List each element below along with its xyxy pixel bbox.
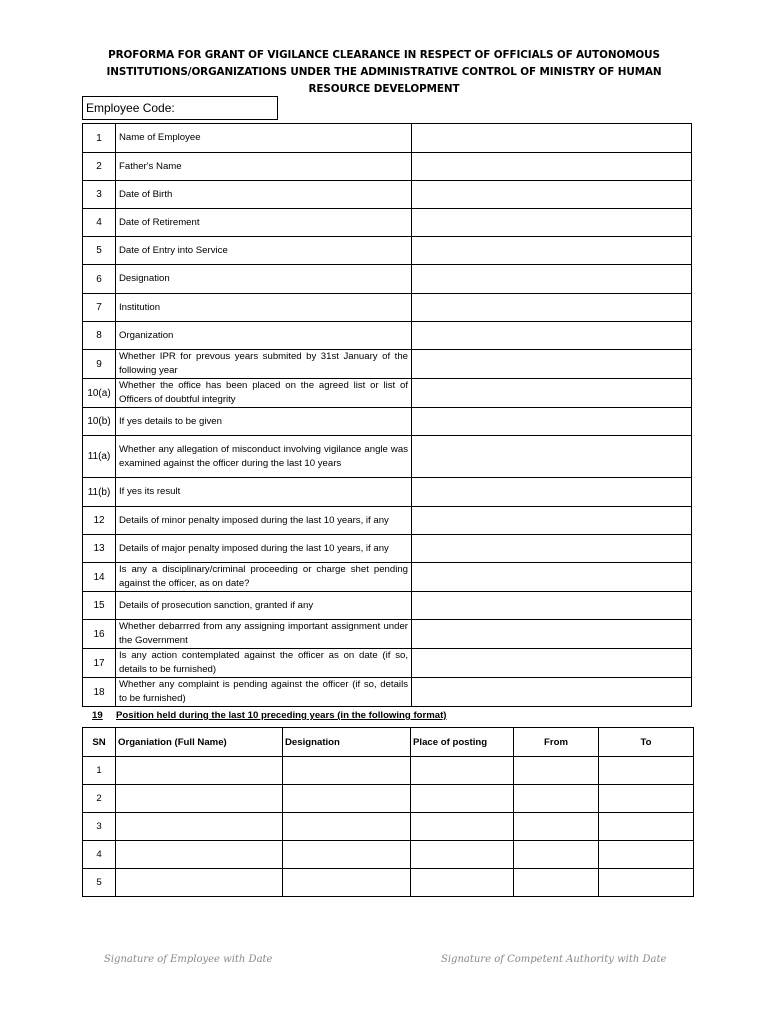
- row-label: Details of minor penalty imposed during the last 10 years, if any: [116, 507, 412, 535]
- row-label: Details of major penalty imposed during the last 10 years, if any: [116, 535, 412, 563]
- row-label: Organization: [116, 322, 412, 350]
- detail-row: [83, 181, 692, 209]
- row-value-cell[interactable]: [412, 181, 692, 209]
- detail-row: [83, 379, 692, 408]
- position-row: [83, 813, 694, 841]
- employee-code-field[interactable]: [82, 96, 278, 120]
- position-place-of-posting-cell[interactable]: [411, 869, 514, 897]
- row-value-cell[interactable]: [412, 649, 692, 678]
- row-number: 11(b): [83, 478, 116, 507]
- position-place-of-posting-cell[interactable]: [411, 841, 514, 869]
- position-designation-cell[interactable]: [283, 841, 411, 869]
- detail-row: [83, 322, 692, 350]
- header-to: To: [599, 728, 694, 757]
- detail-row: [83, 350, 692, 379]
- position-organisation-cell[interactable]: [116, 757, 283, 785]
- detail-row: [83, 209, 692, 237]
- row-value-cell[interactable]: [412, 436, 692, 478]
- row-number: 1: [83, 124, 116, 153]
- section-19-heading: [92, 710, 592, 721]
- row-label: Date of Entry into Service: [116, 237, 412, 265]
- signature-employee: Signature of Employee with Date: [104, 954, 273, 965]
- row-value-cell[interactable]: [412, 294, 692, 322]
- row-value-cell[interactable]: [412, 237, 692, 265]
- row-value-cell[interactable]: [412, 478, 692, 507]
- position-row: [83, 785, 694, 813]
- row-number: 16: [83, 620, 116, 649]
- position-designation-cell[interactable]: [283, 869, 411, 897]
- row-label: Whether IPR for prevous years submited by 31st January of the following year: [116, 350, 412, 379]
- row-number: 18: [83, 678, 116, 707]
- row-label: Name of Employee: [116, 124, 412, 153]
- position-sn: 5: [83, 869, 116, 897]
- header-designation: Designation: [283, 728, 411, 757]
- position-row: [83, 869, 694, 897]
- row-number: 7: [83, 294, 116, 322]
- header-from: From: [514, 728, 599, 757]
- row-number: 17: [83, 649, 116, 678]
- position-sn: 3: [83, 813, 116, 841]
- position-to-cell[interactable]: [599, 785, 694, 813]
- detail-row: [83, 124, 692, 153]
- position-to-cell[interactable]: [599, 841, 694, 869]
- position-to-cell[interactable]: [599, 869, 694, 897]
- row-number: 2: [83, 153, 116, 181]
- header-place-of-posting: Place of posting: [411, 728, 514, 757]
- row-value-cell[interactable]: [412, 124, 692, 153]
- detail-row: [83, 237, 692, 265]
- position-header-row: [83, 728, 694, 757]
- row-value-cell[interactable]: [412, 620, 692, 649]
- position-row: [83, 757, 694, 785]
- detail-row: [83, 563, 692, 592]
- row-label: Whether the office has been placed on the agreed list or list of Officers of doubtful integrity: [116, 379, 412, 408]
- row-value-cell[interactable]: [412, 408, 692, 436]
- detail-row: [83, 478, 692, 507]
- position-from-cell[interactable]: [514, 869, 599, 897]
- row-number: 4: [83, 209, 116, 237]
- form-title: PROFORMA FOR GRANT OF VIGILANCE CLEARANCE IN RESPECT OF OFFICIALS OF AUTONOMOUS INSTITUTIONS/ORGANIZATIONS UNDER THE ADMINISTRATIVE CONTROL OF MINISTRY OF HUMAN RESOURCE DEVELOPMENT: [106, 49, 662, 95]
- row-number: 13: [83, 535, 116, 563]
- detail-row: [83, 507, 692, 535]
- employee-code-label: Employee Code:: [86, 101, 175, 115]
- position-place-of-posting-cell[interactable]: [411, 813, 514, 841]
- position-from-cell[interactable]: [514, 785, 599, 813]
- row-label: Whether any allegation of misconduct involving vigilance angle was examined against the officer during the last 10 years: [116, 436, 412, 478]
- position-from-cell[interactable]: [514, 841, 599, 869]
- row-value-cell[interactable]: [412, 350, 692, 379]
- row-number: 15: [83, 592, 116, 620]
- position-row: [83, 841, 694, 869]
- position-sn: 1: [83, 757, 116, 785]
- row-number: 14: [83, 563, 116, 592]
- position-from-cell[interactable]: [514, 813, 599, 841]
- detail-row: [83, 620, 692, 649]
- position-sn: 4: [83, 841, 116, 869]
- row-label: Whether debarrred from any assigning important assignment under the Government: [116, 620, 412, 649]
- row-label: Whether any complaint is pending against the officer (if so, details to be furnished): [116, 678, 412, 707]
- position-designation-cell[interactable]: [283, 785, 411, 813]
- detail-row: [83, 294, 692, 322]
- detail-row: [83, 678, 692, 707]
- row-number: 8: [83, 322, 116, 350]
- row-label: Date of Retirement: [116, 209, 412, 237]
- position-to-cell[interactable]: [599, 757, 694, 785]
- row-label: If yes its result: [116, 478, 412, 507]
- row-value-cell[interactable]: [412, 322, 692, 350]
- row-label: Is any a disciplinary/criminal proceeding or charge shet pending against the officer, as on date?: [116, 563, 412, 592]
- row-number: 6: [83, 265, 116, 294]
- detail-row: [83, 436, 692, 478]
- row-value-cell[interactable]: [412, 265, 692, 294]
- header-organisation: Organiation (Full Name): [116, 728, 283, 757]
- row-value-cell[interactable]: [412, 507, 692, 535]
- row-number: 3: [83, 181, 116, 209]
- detail-row: [83, 265, 692, 294]
- row-number: 10(b): [83, 408, 116, 436]
- detail-row: [83, 408, 692, 436]
- position-history-table: [82, 727, 694, 897]
- row-label: Designation: [116, 265, 412, 294]
- row-number: 5: [83, 237, 116, 265]
- row-value-cell[interactable]: [412, 153, 692, 181]
- detail-row: [83, 153, 692, 181]
- row-number: 10(a): [83, 379, 116, 408]
- section-19-text: Position held during the last 10 preceding years (in the following format): [116, 710, 447, 721]
- row-label: Date of Birth: [116, 181, 412, 209]
- row-label: If yes details to be given: [116, 408, 412, 436]
- position-from-cell[interactable]: [514, 757, 599, 785]
- position-place-of-posting-cell[interactable]: [411, 757, 514, 785]
- position-designation-cell[interactable]: [283, 757, 411, 785]
- position-to-cell[interactable]: [599, 813, 694, 841]
- row-value-cell[interactable]: [412, 209, 692, 237]
- position-organisation-cell[interactable]: [116, 841, 283, 869]
- position-organisation-cell[interactable]: [116, 813, 283, 841]
- row-number: 12: [83, 507, 116, 535]
- row-label: Father's Name: [116, 153, 412, 181]
- header-sn: SN: [83, 728, 116, 757]
- row-value-cell[interactable]: [412, 379, 692, 408]
- position-sn: 2: [83, 785, 116, 813]
- detail-row: [83, 649, 692, 678]
- position-organisation-cell[interactable]: [116, 869, 283, 897]
- row-value-cell[interactable]: [412, 592, 692, 620]
- signature-authority: Signature of Competent Authority with Date: [441, 954, 667, 965]
- row-label: Details of prosecution sanction, granted if any: [116, 592, 412, 620]
- row-number: 11(a): [83, 436, 116, 478]
- position-place-of-posting-cell[interactable]: [411, 785, 514, 813]
- row-value-cell[interactable]: [412, 678, 692, 707]
- detail-row: [83, 592, 692, 620]
- row-value-cell[interactable]: [412, 535, 692, 563]
- section-19-number: 19: [92, 710, 103, 721]
- row-value-cell[interactable]: [412, 563, 692, 592]
- row-label: Institution: [116, 294, 412, 322]
- detail-row: [83, 535, 692, 563]
- position-organisation-cell[interactable]: [116, 785, 283, 813]
- row-label: Is any action contemplated against the officer as on date (if so, details to be furnished): [116, 649, 412, 678]
- position-designation-cell[interactable]: [283, 813, 411, 841]
- employee-details-table: [82, 123, 692, 707]
- row-number: 9: [83, 350, 116, 379]
